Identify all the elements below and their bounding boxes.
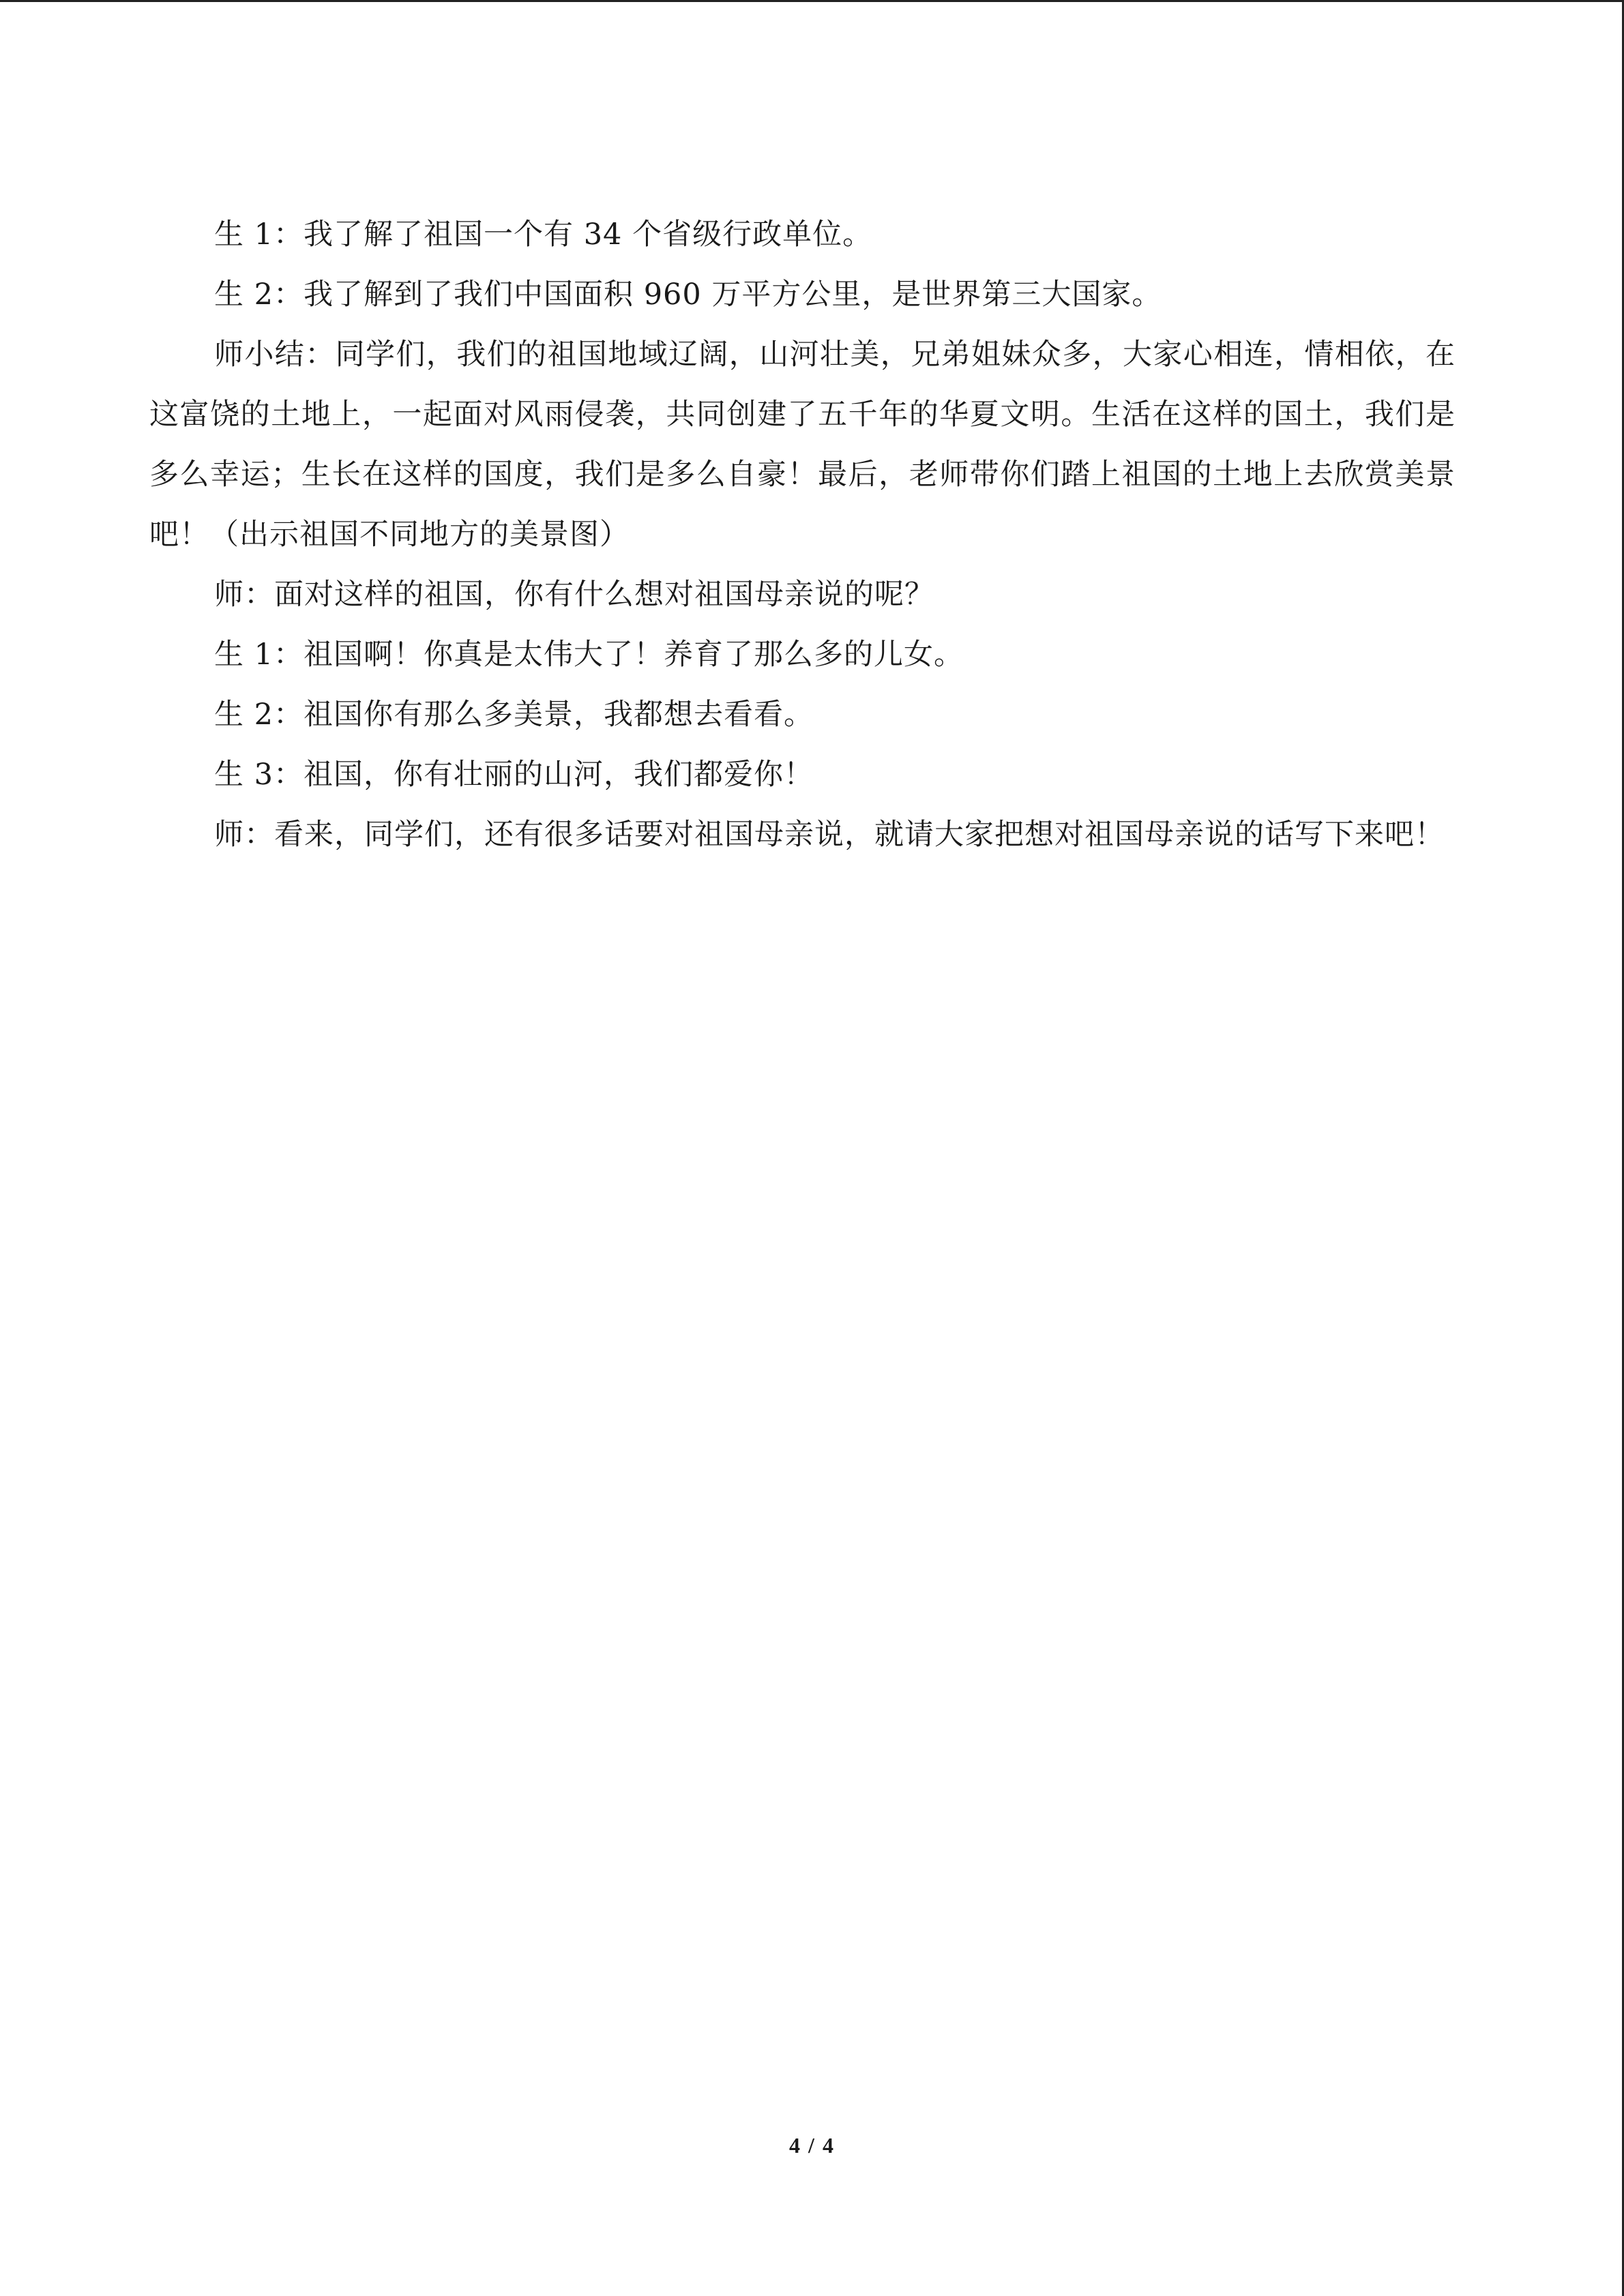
paragraph-teacher-summary: 师小结：同学们，我们的祖国地域辽阔，山河壮美，兄弟姐妹众多，大家心相连，情相依，在这富饶的土地上，一起面对风雨侵袭，共同创建了五千年的华夏文明。生活在这样的国土，我们是多么幸运；生长在这样的国度，我们是多么自豪！最后，老师带你们踏上祖国的土地上去欣赏美景吧！（出示祖国不同地方的美景图）: [149, 338, 1456, 552]
paragraph-student-3-reply: 生 3：祖国，你有壮丽的山河，我们都爱你！: [214, 758, 814, 792]
paragraph-student-1-provinces: 生 1：我了解了祖国一个有 34 个省级行政单位。: [214, 218, 873, 252]
paragraph-teacher-closing: 师：看来，同学们，还有很多话要对祖国母亲说，就请大家把想对祖国母亲说的话写下来吧！: [214, 818, 1445, 852]
document-body: [149, 205, 1456, 865]
paragraph-teacher-question: 师：面对这样的祖国，你有什么想对祖国母亲说的呢？: [214, 578, 934, 612]
paragraph-student-2-area: 生 2：我了解到了我们中国面积 960 万平方公里，是世界第三大国家。: [214, 278, 1162, 312]
paragraph-student-1-reply: 生 1：祖国啊！你真是太伟大了！养育了那么多的儿女。: [214, 638, 964, 672]
page-number: 4 / 4: [789, 2133, 835, 2158]
paragraph-student-2-reply: 生 2：祖国你有那么多美景，我都想去看看。: [214, 698, 814, 732]
